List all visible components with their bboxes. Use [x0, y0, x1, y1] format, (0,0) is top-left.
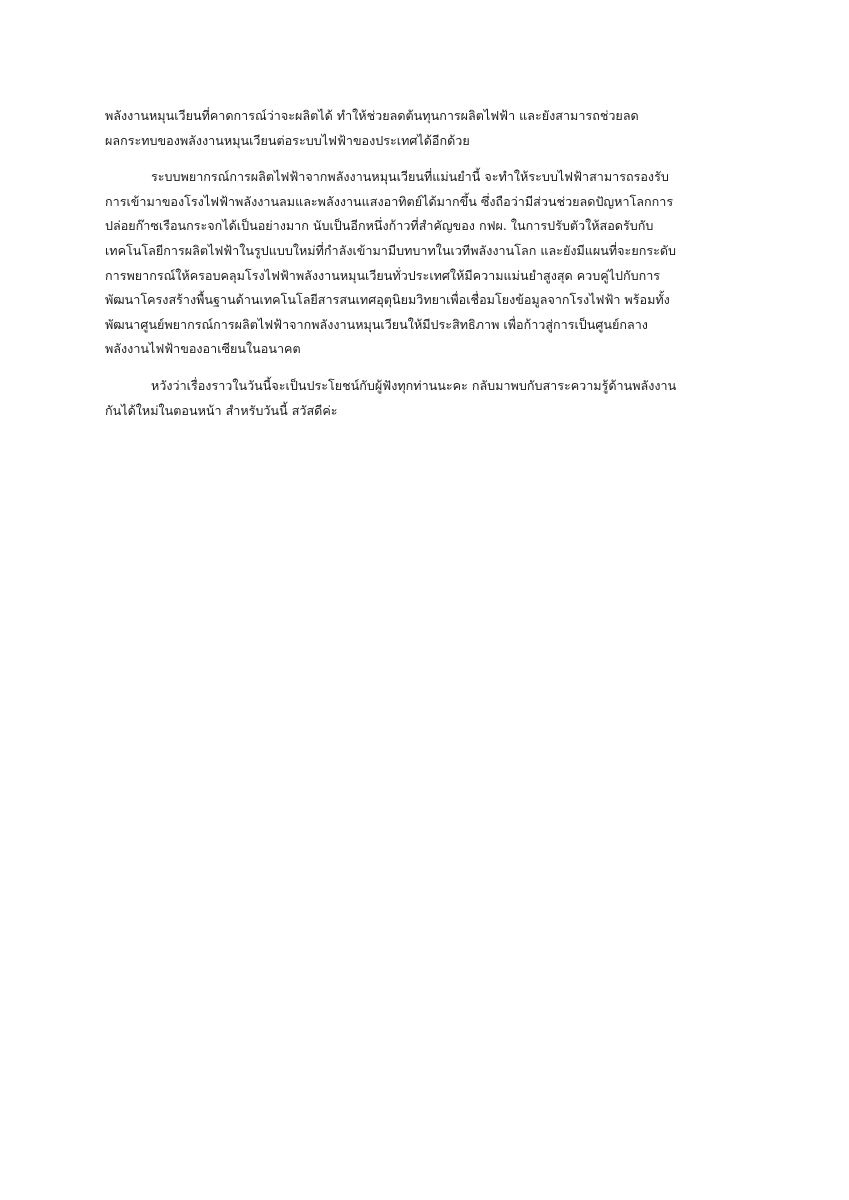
text-line: ระบบพยากรณ์การผลิตไฟฟ้าจากพลังงานหมุนเวียนที่แม่นยำนี้ จะทำให้ระบบไฟฟ้าสามารถรองรับ	[151, 169, 669, 185]
text-line: การเข้ามาของโรงไฟฟ้าพลังงานลมและพลังงานแสงอาทิตย์ได้มากขึ้น ซึ่งถือว่ามีส่วนช่วยลดปัญหาโลกการ	[105, 193, 674, 209]
text-line: ปล่อยก๊าซเรือนกระจกได้เป็นอย่างมาก นับเป็นอีกหนึ่งก้าวที่สำคัญของ กฟผ. ในการปรับตัวให้สอดรับกับ	[105, 218, 654, 234]
text-line: หวังว่าเรื่องราวในวันนี้จะเป็นประโยชน์กับผู้ฟังทุกท่านนะคะ กลับมาพบกับสาระความรู้ด้านพลังงาน	[151, 377, 677, 393]
text-line: พลังงานหมุนเวียนที่คาดการณ์ว่าจะผลิตได้ ทำให้ช่วยลดต้นทุนการผลิตไฟฟ้า และยังสามารถช่วยลด	[105, 108, 639, 123]
text-line: ผลกระทบของพลังงานหมุนเวียนต่อระบบไฟฟ้าของประเทศได้อีกด้วย	[105, 132, 470, 148]
paragraph-continued	[105, 104, 745, 153]
text-line: พัฒนาโครงสร้างพื้นฐานด้านเทคโนโลยีสารสนเทศอุตุนิยมวิทยาเพื่อเชื่อมโยงข้อมูลจากโรงไฟฟ้า พร้อมทั้ง	[105, 292, 670, 308]
document-body	[105, 104, 745, 423]
text-line: เทคโนโลยีการผลิตไฟฟ้าในรูปแบบใหม่ที่กำลังเข้ามามีบทบาทในเวทีพลังงานโลก และยังมีแผนที่จะยกระดับ	[105, 242, 677, 258]
text-line: พลังงานไฟฟ้าของอาเซียนในอนาคต	[105, 341, 301, 357]
text-line: พัฒนาศูนย์พยากรณ์การผลิตไฟฟ้าจากพลังงานหมุนเวียนให้มีประสิทธิภาพ เพื่อก้าวสู่การเป็นศูนย์กลาง	[105, 316, 648, 332]
paragraph-closing	[105, 374, 745, 423]
paragraph-forecast-system	[105, 165, 745, 362]
text-line: การพยากรณ์ให้ครอบคลุมโรงไฟฟ้าพลังงานหมุนเวียนทั่วประเทศให้มีความแม่นยำสูงสุด ควบคู่ไปกับการ	[105, 267, 661, 283]
text-line: กันได้ใหม่ในตอนหน้า สำหรับวันนี้ สวัสดีค่ะ	[105, 402, 338, 418]
